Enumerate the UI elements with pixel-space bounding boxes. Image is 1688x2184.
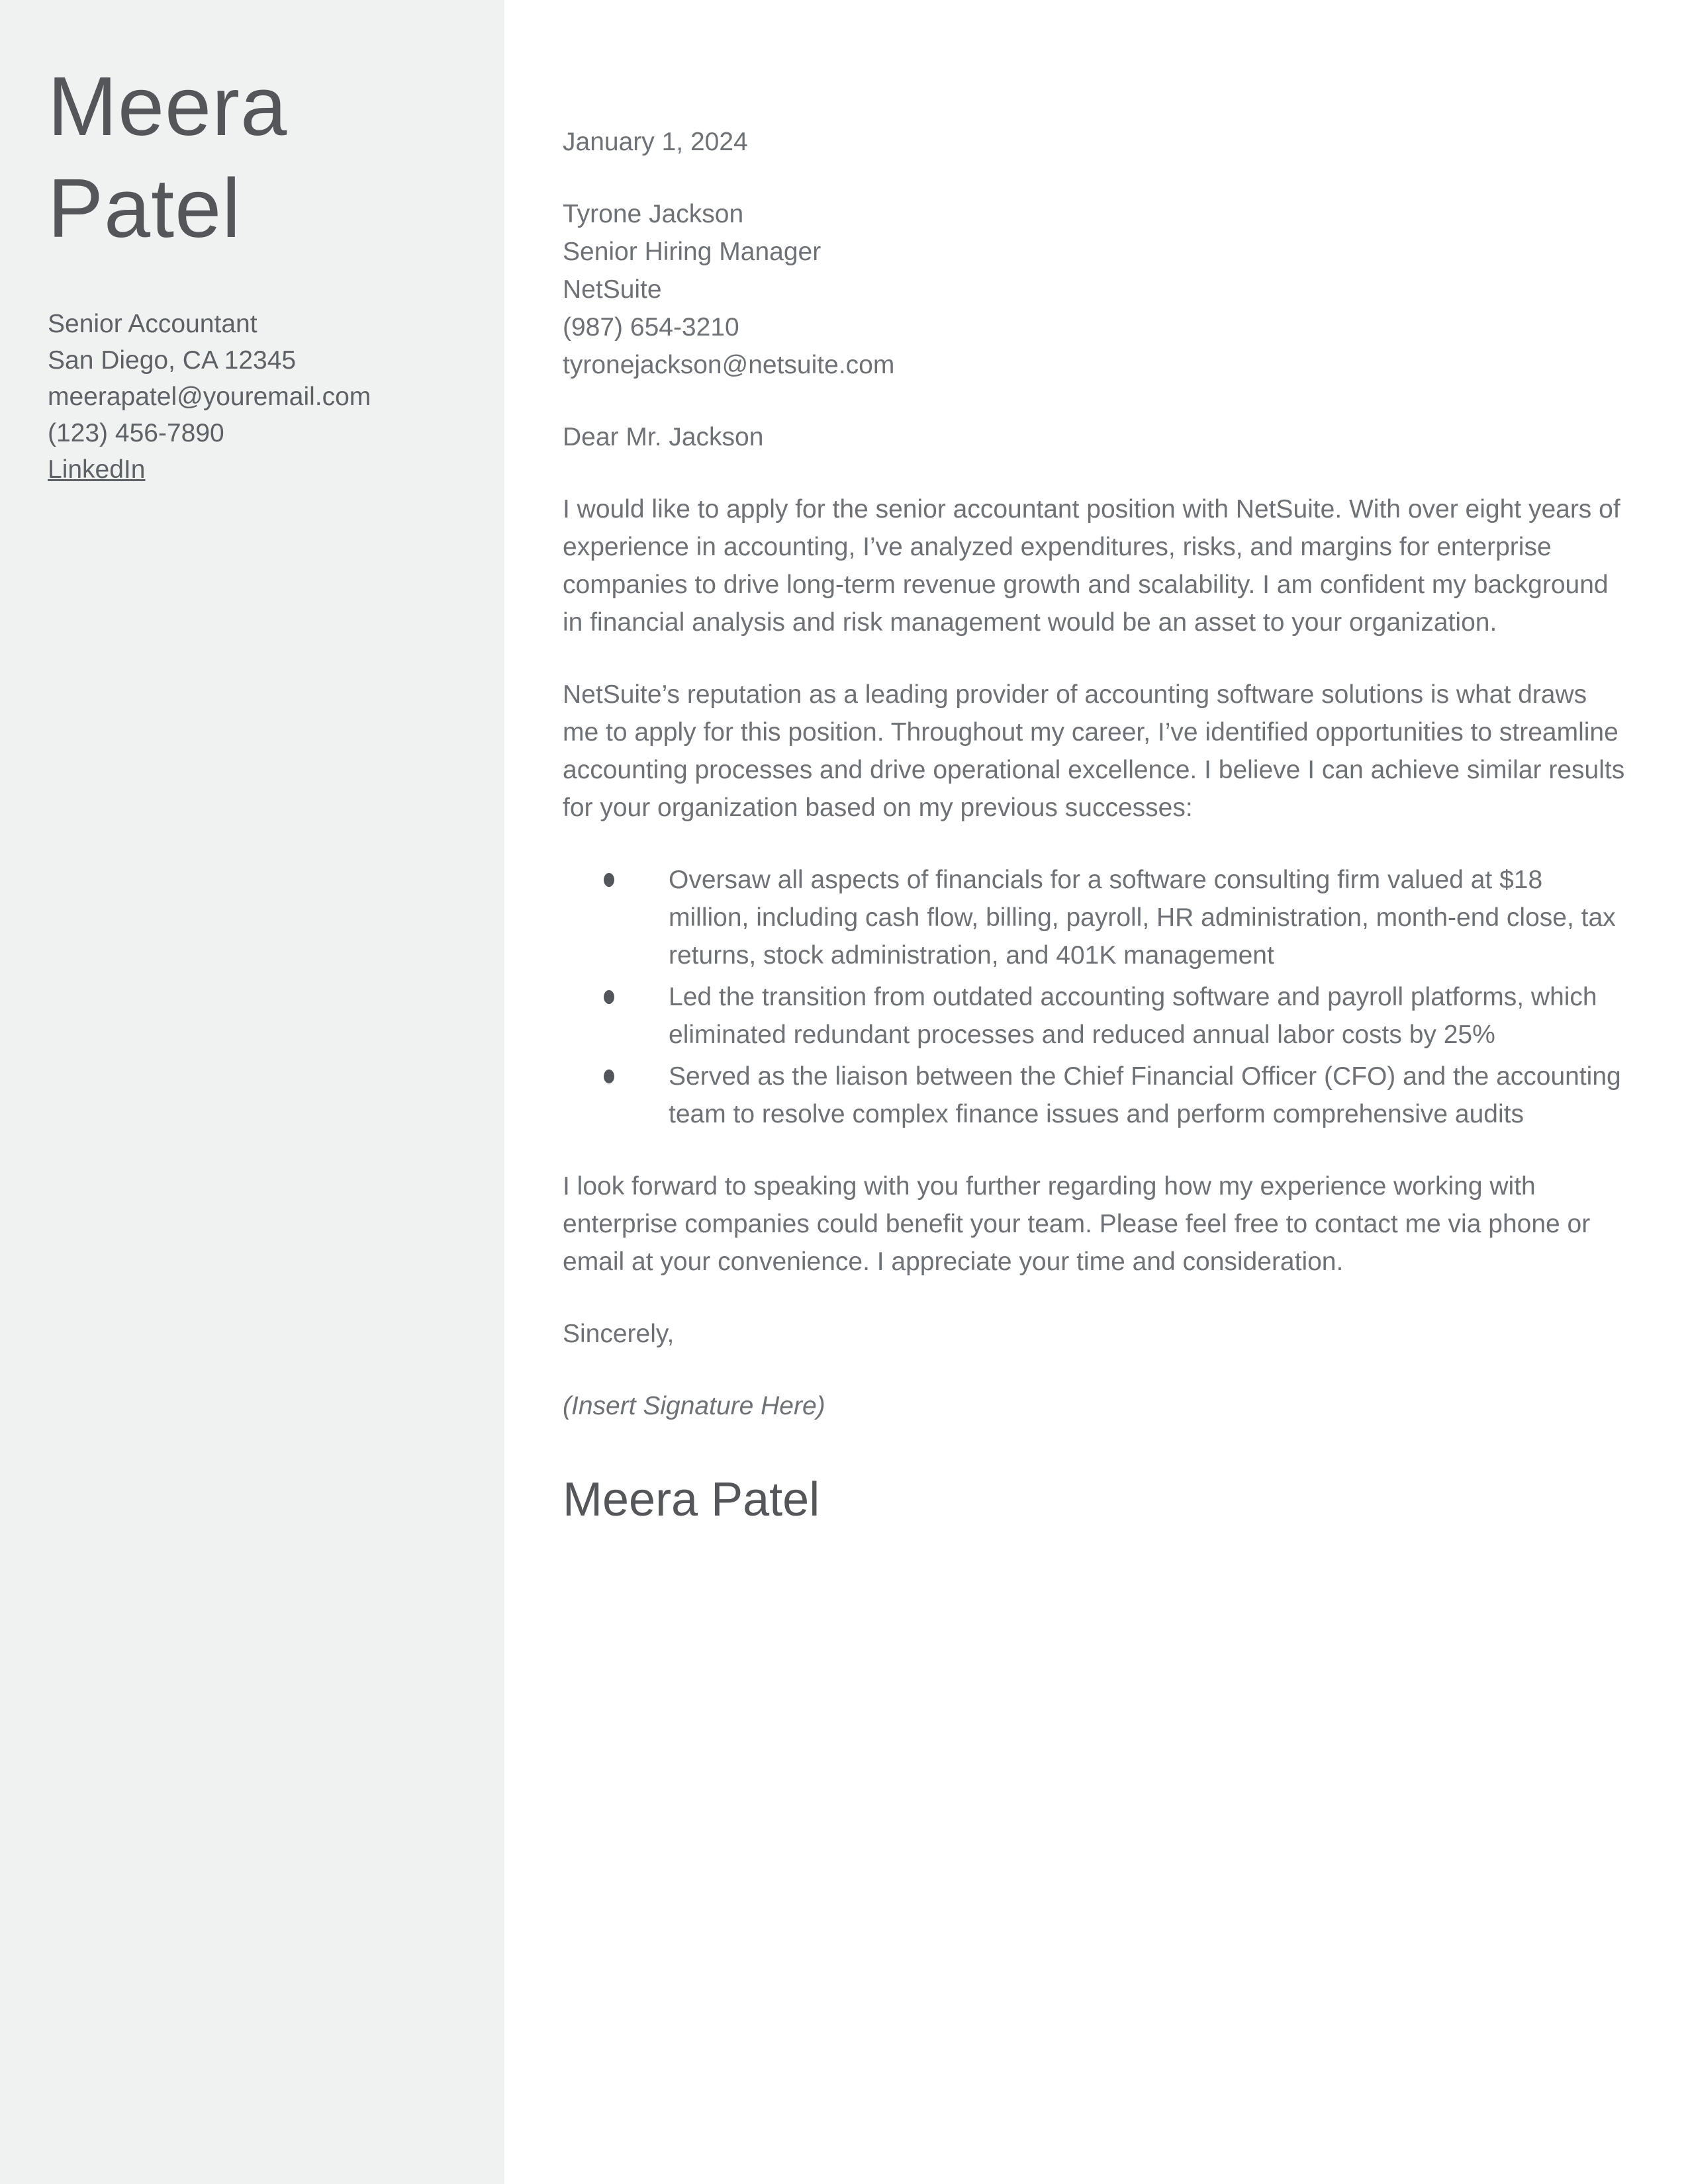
linkedin-link[interactable]: LinkedIn (48, 455, 146, 484)
recipient-phone: (987) 654-3210 (563, 313, 739, 341)
applicant-name (48, 56, 465, 259)
letter-date: January 1, 2024 (563, 128, 748, 156)
achievement-item (563, 1058, 1627, 1133)
recipient-block (563, 195, 1627, 384)
location: San Diego, CA 12345 (48, 346, 297, 375)
phone-number: (123) 456-7890 (48, 419, 224, 447)
recipient-company: NetSuite (563, 275, 662, 304)
bullet-icon (604, 1069, 614, 1083)
achievements-list (563, 861, 1627, 1133)
achievement-text: Served as the liaison between the Chief Financial Officer (CFO) and the accounting team to resolve complex finance issues and perform comprehensive audits (669, 1062, 1621, 1128)
bullet-icon (604, 990, 614, 1004)
email-address: meerapatel@youremail.com (48, 383, 371, 411)
paragraph-motivation: NetSuite’s reputation as a leading provider of accounting software solutions is what draws me to apply for this position. Throughout my career, I’ve identified opportunities to streamline accounting processes and drive operational excellence. I believe I can achieve similar results for your organization based on my previous successes: (563, 680, 1625, 822)
recipient-email: tyronejackson@netsuite.com (563, 351, 895, 379)
contact-info (48, 306, 465, 488)
signature-placeholder: (Insert Signature Here) (563, 1392, 825, 1420)
paragraph-intro: I would like to apply for the senior accountant position with NetSuite. With over eight years of experience in accounting, I’ve analyzed expenditures, risks, and margins for enterprise companies to drive long-term revenue growth and scalability. I am confident my background in financial analysis and risk management would be an asset to your organization. (563, 495, 1620, 637)
signature-name: Meera Patel (563, 1473, 820, 1526)
recipient-name: Tyrone Jackson (563, 200, 744, 228)
job-title: Senior Accountant (48, 310, 258, 338)
applicant-first-name: Meera (48, 60, 288, 153)
bullet-icon (604, 873, 614, 887)
achievement-text: Led the transition from outdated accounting software and payroll platforms, which eliminated redundant processes and reduced annual labor costs by 25% (669, 983, 1597, 1049)
paragraph-closing: I look forward to speaking with you further regarding how my experience working with enterprise companies could benefit your team. Please feel free to contact me via phone or email at your convenience. I appreciate your time and consideration. (563, 1172, 1591, 1276)
valediction: Sincerely, (563, 1320, 675, 1348)
achievement-item (563, 978, 1627, 1054)
recipient-title: Senior Hiring Manager (563, 238, 821, 266)
applicant-last-name: Patel (48, 161, 242, 255)
salutation: Dear Mr. Jackson (563, 423, 764, 451)
sidebar (0, 0, 504, 2184)
achievement-text: Oversaw all aspects of financials for a software consulting firm valued at $18 million, including cash flow, billing, payroll, HR administration, month-end close, tax returns, stock administration, and 401K management (669, 866, 1616, 970)
achievement-item (563, 861, 1627, 974)
letter-body (563, 0, 1627, 1563)
